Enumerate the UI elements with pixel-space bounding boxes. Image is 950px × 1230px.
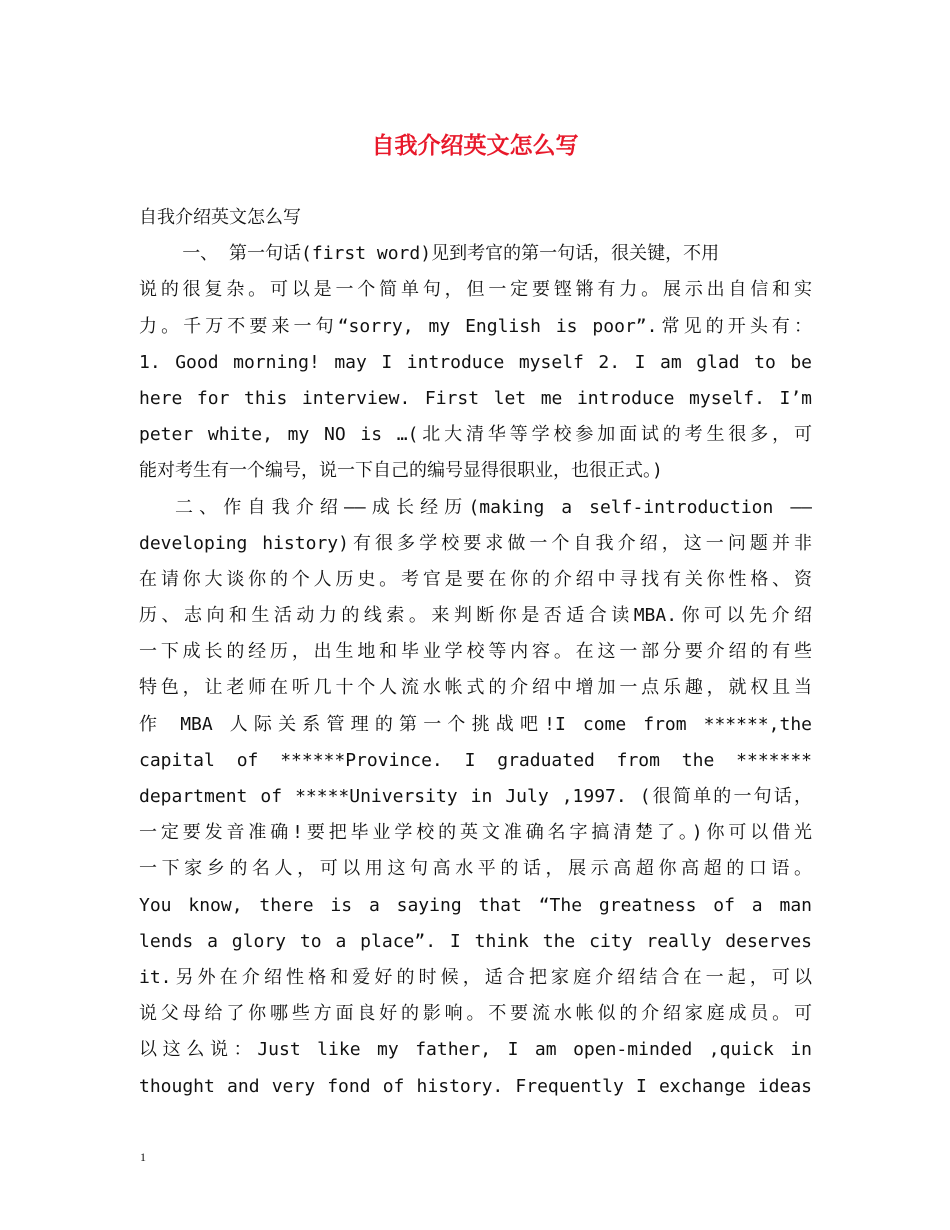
body-line: 在请你大谈你的个人历史。考官是要在你的介绍中寻找有关你性格、资	[139, 568, 812, 590]
body-line: 力。千万不要来一句“sorry, my English is poor”.常见的开头有：	[139, 315, 812, 337]
body-line: 说父母给了你哪些方面良好的影响。不要流水帐似的介绍家庭成员。可	[139, 1003, 812, 1025]
body-line: 一下家乡的名人，可以用这句高水平的话，展示高超你高超的口语。	[139, 858, 812, 880]
body-line: You know, there is a saying that “The greatness of a man	[139, 894, 812, 916]
body-line: it.另外在介绍性格和爱好的时候，适合把家庭介绍结合在一起，可以	[139, 966, 812, 988]
body-line: 一下成长的经历，出生地和毕业学校等内容。在这一部分要介绍的有些	[139, 641, 812, 663]
body-line: 作 MBA 人际关系管理的第一个挑战吧!I come from ******,the	[139, 713, 812, 735]
body-line: 二、作自我介绍——成长经历(making a self-introduction ——	[175, 496, 812, 518]
page-number: 1	[140, 1150, 146, 1164]
body-line: department of *****University in July ,1997. (很简单的一句话，	[139, 786, 812, 807]
body-line: lends a glory to a place”. I think the city really deserves	[139, 930, 812, 952]
body-line: peter white, my NO is …(北大清华等学校参加面试的考生很多，可	[139, 424, 812, 446]
body-line: 1. Good morning! may I introduce myself 2. I am glad to be	[139, 351, 812, 373]
body-line: 一、 第一句话(first word)见到考官的第一句话，很关键，不用	[182, 243, 720, 265]
body-line: 一定要发音准确!要把毕业学校的英文准确名字搞清楚了。)你可以借光	[139, 822, 812, 844]
body-line: 说的很复杂。可以是一个简单句，但一定要铿锵有力。展示出自信和实	[139, 279, 812, 301]
body-line: 特色，让老师在听几十个人流水帐式的介绍中增加一点乐趣，就权且当	[139, 677, 812, 699]
body-line: developing history)有很多学校要求做一个自我介绍，这一问题并非	[139, 532, 812, 554]
body-line: 历、志向和生活动力的线索。来判断你是否适合读MBA.你可以先介绍	[139, 605, 812, 627]
body-line: here for this interview. First let me introduce myself. I’m	[139, 387, 812, 409]
body-line: 能对考生有一个编号，说一下自己的编号显得很职业，也很正式。)	[139, 460, 663, 482]
body-line: thought and very fond of history. Frequently I exchange ideas	[139, 1075, 812, 1097]
body-line-heading: 自我介绍英文怎么写	[139, 207, 301, 228]
body-line: 以这么说：Just like my father, I am open-minded ,quick in	[139, 1039, 812, 1061]
document-body	[139, 200, 812, 1105]
body-line: capital of ******Province. I graduated from the *******	[139, 749, 812, 771]
document-title: 自我介绍英文怎么写	[371, 132, 579, 159]
